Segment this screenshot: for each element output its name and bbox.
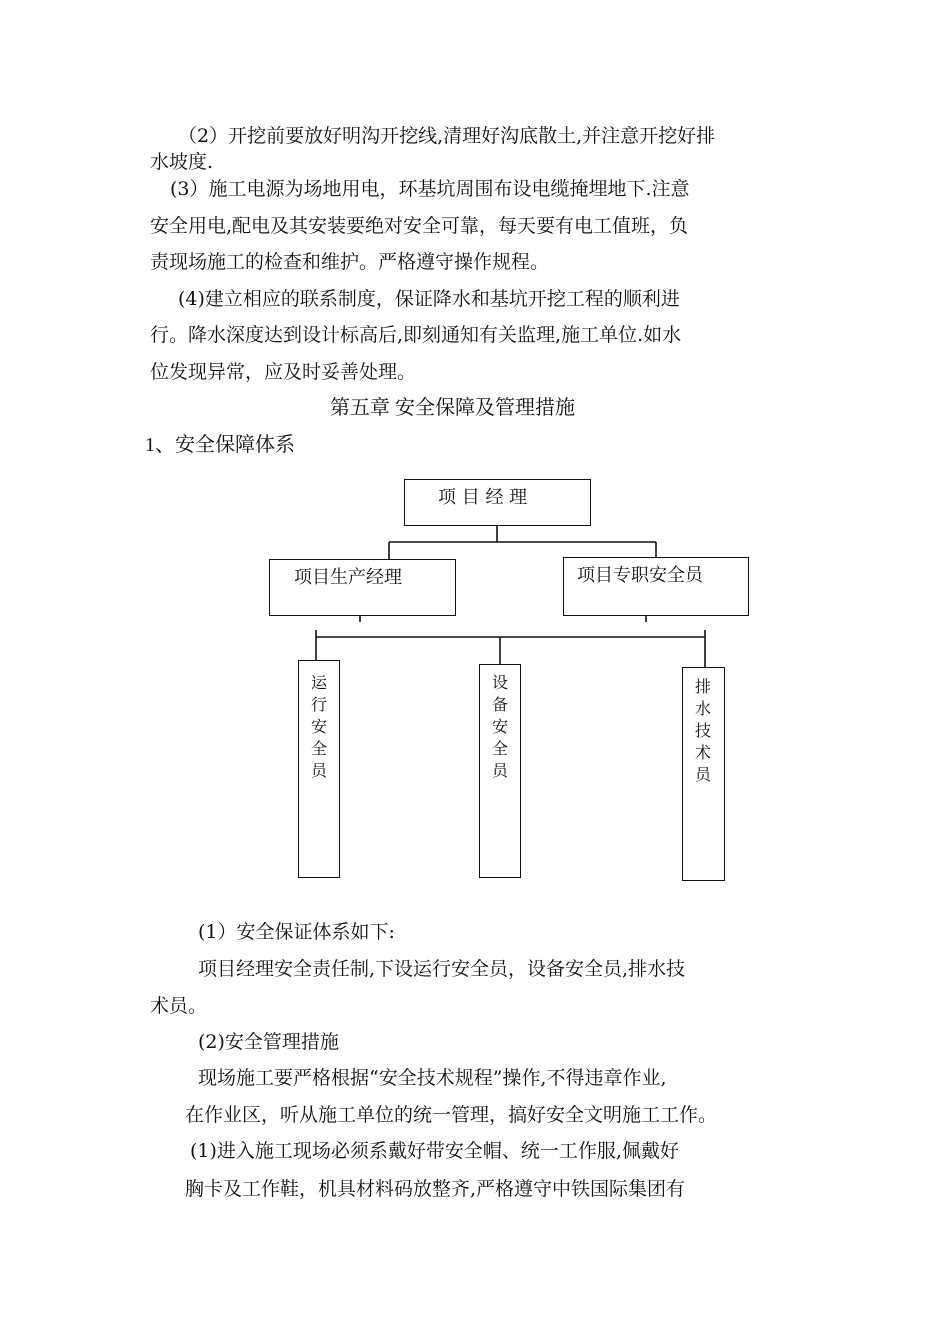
- para-4-line-1: (4)建立相应的联系制度，保证降水和基坑开挖工程的顺利进: [178, 288, 680, 310]
- section-title: 1、安全保障体系: [145, 434, 295, 456]
- para-3-line-1: (3）施工电源为场地用电，环基坑周围布设电缆掩埋地下.注意: [170, 178, 690, 200]
- para-4-line-3: 位发现异常，应及时妥善处理。: [150, 361, 417, 383]
- para-3-line-2: 安全用电,配电及其安装要绝对安全可靠，每天要有电工值班，负: [150, 215, 689, 237]
- para-4-line-2: 行。降水深度达到设计标高后,即刻通知有关监理,施工单位.如水: [150, 324, 682, 346]
- after-line-4: (2)安全管理措施: [198, 1031, 339, 1053]
- para-2-line-1: （2）开挖前要放好明沟开挖线,清理好沟底散土,并注意开挖好排: [178, 125, 716, 147]
- box-drainage-tech-label: 排水技术员: [694, 677, 711, 784]
- after-line-3: 术员。: [150, 995, 208, 1017]
- box-safety-officer-label: 项目专职安全员: [577, 565, 703, 586]
- para-3-line-3: 责现场施工的检查和维护。严格遵守操作规程。: [150, 251, 550, 273]
- box-project-manager-label: 项 目 经 理: [438, 487, 528, 508]
- after-line-1: (1）安全保证体系如下:: [198, 921, 395, 943]
- after-line-7: (1)进入施工现场必须系戴好带安全帽、统一工作服,佩戴好: [190, 1140, 679, 1162]
- box-operation-safety-label: 运行安全员: [310, 673, 327, 780]
- chapter-title: 第五章 安全保障及管理措施: [330, 397, 575, 419]
- after-line-2: 项目经理安全责任制,下设运行安全员，设备安全员,排水技: [198, 958, 686, 980]
- after-line-8: 胸卡及工作鞋，机具材料码放整齐,严格遵守中铁国际集团有: [185, 1178, 686, 1200]
- after-line-5: 现场施工要严格根据“安全技术规程”操作,不得违章作业,: [198, 1067, 667, 1089]
- box-equipment-safety-label: 设备安全员: [491, 673, 508, 780]
- after-line-6: 在作业区，听从施工单位的统一管理，搞好安全文明施工工作。: [185, 1104, 718, 1126]
- box-production-manager-label: 项目生产经理: [294, 567, 402, 588]
- para-2-line-2: 水坡度.: [150, 151, 214, 173]
